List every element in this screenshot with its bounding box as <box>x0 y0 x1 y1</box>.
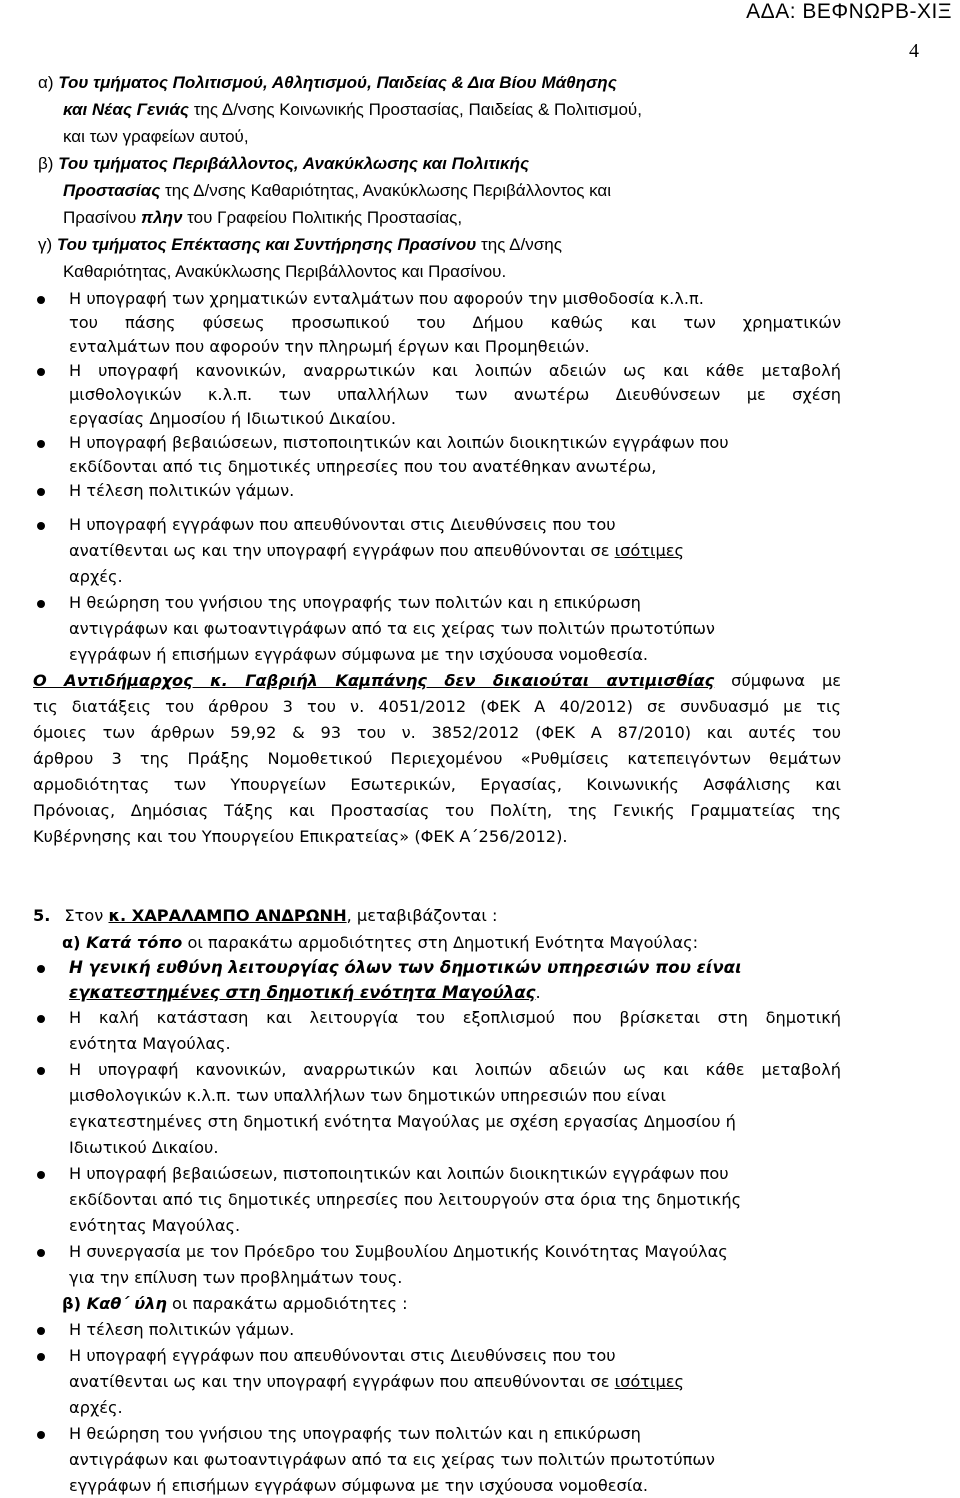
item-b-text: της Δ/νσης Καθαριότητας, Ανακύκλωσης Περιβάλλοντος και <box>160 181 612 200</box>
bullet-icon <box>37 1249 45 1257</box>
bullet2-line3: εργασίας Δημοσίου ή Ιδιωτικού Δικαίου. <box>69 409 396 428</box>
bullet5-line1: Η υπογραφή εγγράφων που απευθύνονται στις Διευθύνσεις που του <box>69 515 616 534</box>
i2-line2: ενότητα Μαγούλας. <box>69 1034 231 1053</box>
j2-line3: αρχές. <box>69 1398 123 1417</box>
i3-line4: Ιδιωτικού Δικαίου. <box>69 1138 219 1157</box>
bullet6-line2: αντιγράφων και φωτοαντιγράφων από τα εις χείρας των πολιτών πρωτοτύπων <box>69 619 715 638</box>
bullet-icon <box>37 965 45 973</box>
item-b-prefix: β) <box>38 154 59 173</box>
deputy-line6: Πρόνοιας, Δημόσιας Τάξης και Προστασίας του Πολίτη, της Γενικής Γραμματείας της <box>33 801 841 820</box>
i5-line1: Η συνεργασία με τον Πρόεδρο του Συμβουλίου Δημοτικής Κοινότητας Μαγούλας <box>69 1242 728 1261</box>
ada-code: ΑΔΑ: ΒΕΦΝΩΡΒ-ΧΙΞ <box>746 0 952 23</box>
item-g-prefix: γ) <box>38 235 57 254</box>
sec5-a-text: οι παρακάτω αρμοδιότητες στη Δημοτική Ενότητα Μαγούλας: <box>182 933 699 952</box>
bullet6-line3: εγγράφων ή επισήμων εγγράφων σύμφωνα με την ισχύουσα νομοθεσία. <box>69 645 649 664</box>
bullet-icon <box>37 488 45 496</box>
section5-number: 5. <box>33 906 51 925</box>
i4-line1: Η υπογραφή βεβαιώσεων, πιστοποιητικών και λοιπών διοικητικών εγγράφων που <box>69 1164 729 1183</box>
i1-line1: Η γενική ευθύνη λειτουργίας όλων των δημοτικών υπηρεσιών που είναι <box>69 958 742 977</box>
item-b-line1 <box>38 154 529 174</box>
bullet-icon <box>37 1171 45 1179</box>
bullet-icon <box>37 1353 45 1361</box>
item-g-line2: Καθαριότητας, Ανακύκλωσης Περιβάλλοντος και Πρασίνου. <box>63 262 507 281</box>
item-b-line3 <box>63 208 462 228</box>
bullet5-underlined: ισότιμες <box>614 541 685 560</box>
item-a-title: Του τμήματος Πολιτισμού, Αθλητισμού, Παιδείας & Δια Βίου Μάθησης <box>58 73 617 92</box>
bullet-icon <box>37 600 45 608</box>
deputy-line4: άρθρου 3 της Πράξης Νομοθετικού Περιεχομένου «Ρυθμίσεις κατεπειγόντων θεμάτων <box>33 749 841 768</box>
item-b-text2: Πρασίνου <box>63 208 142 227</box>
section5-heading <box>33 906 497 926</box>
bullet1-line2: του πάσης φύσεως προσωπικού του Δήμου καθώς και των χρηματικών <box>69 313 841 332</box>
bullet4-line1: Η τέλεση πολιτικών γάμων. <box>69 481 295 500</box>
bullet-icon <box>37 296 45 304</box>
bullet5-line3: αρχές. <box>69 567 123 586</box>
item-g-text: της Δ/νσης <box>476 235 562 254</box>
i4-line2: εκδίδονται από τις δημοτικές υπηρεσίες που λειτουργούν στα όρια της δημοτικής <box>69 1190 742 1209</box>
bullet-icon <box>37 1067 45 1075</box>
bullet-icon <box>37 440 45 448</box>
j2-line2 <box>69 1372 684 1392</box>
bullet-icon <box>37 368 45 376</box>
i5-line2: για την επίλυση των προβλημάτων τους. <box>69 1268 403 1287</box>
bullet5-line2 <box>69 541 684 561</box>
bullet3-line2: εκδίδονται από τις δημοτικές υπηρεσίες που του ανατέθηκαν ανωτέρω, <box>69 457 657 476</box>
deputy-line3: όμοιες των άρθρων 59,92 & 93 του ν. 3852/2012 (ΦΕΚ Α 87/2010) και αυτές του <box>33 723 841 742</box>
i3-line3: εγκατεστημένες στη δημοτική ενότητα Μαγούλας με σχέση εργασίας Δημοσίου ή <box>69 1112 736 1131</box>
bullet1-line1: Η υπογραφή των χρηματικών ενταλμάτων που αφορούν την μισθοδοσία κ.λ.π. <box>69 289 704 308</box>
item-b-text3: του Γραφείου Πολιτικής Προστασίας, <box>182 208 463 227</box>
bullet-icon <box>37 1015 45 1023</box>
i1-line2 <box>69 983 541 1003</box>
bullet3-line1: Η υπογραφή βεβαιώσεων, πιστοποιητικών και λοιπών διοικητικών εγγράφων που <box>69 433 729 452</box>
bullet-icon <box>37 522 45 530</box>
bullet-icon <box>37 1431 45 1439</box>
bullet1-line3: ενταλμάτων που αφορούν την πληρωμή έργων και Προμηθειών. <box>69 337 590 356</box>
bullet5-text: ανατίθενται ως και την υπογραφή εγγράφων που απευθύνονται σε <box>69 541 615 560</box>
item-b-line2 <box>63 181 611 201</box>
sec5-a-title: Κατά τόπο <box>86 933 183 952</box>
sec5-b-title: Καθ΄ ύλη <box>86 1294 167 1313</box>
page-number: 4 <box>909 40 919 62</box>
sec5-b-text: οι παρακάτω αρμοδιότητες : <box>166 1294 408 1313</box>
item-a-line2 <box>63 100 642 120</box>
bullet2-line1: Η υπογραφή κανονικών, αναρρωτικών και λοιπών αδειών ως και κάθε μεταβολή <box>69 361 841 380</box>
bullet6-line1: Η θεώρηση του γνήσιου της υπογραφής των πολιτών και η επικύρωση <box>69 593 641 612</box>
section5-person: κ. ΧΑΡΑΛΑΜΠΟ ΑΝΔΡΩΝΗ <box>108 906 347 925</box>
j2-line1: Η υπογραφή εγγράφων που απευθύνονται στις Διευθύνσεις που του <box>69 1346 616 1365</box>
sec5-b-label: β) <box>62 1294 87 1313</box>
deputy-line1 <box>33 671 841 691</box>
j2-underlined: ισότιμες <box>614 1372 685 1391</box>
i3-line1: Η υπογραφή κανονικών, αναρρωτικών και λοιπών αδειών ως και κάθε μεταβολή <box>69 1060 841 1079</box>
j3-line3: εγγράφων ή επισήμων εγγράφων σύμφωνα με την ισχύουσα νομοθεσία. <box>69 1476 649 1495</box>
deputy-text: σύμφωνα με <box>714 671 841 690</box>
i1-underlined: εγκατεστημένες στη δημοτική ενότητα Μαγούλας <box>69 983 536 1002</box>
item-g-line1 <box>38 235 562 255</box>
item-a-line3: και των γραφείων αυτού, <box>63 127 249 146</box>
item-b-title: Του τμήματος Περιβάλλοντος, Ανακύκλωσης και Πολιτικής <box>58 154 530 173</box>
section5-text2: , μεταβιβάζονται : <box>346 906 498 925</box>
sec5-a-heading <box>62 933 698 953</box>
item-a-prefix: α) <box>38 73 59 92</box>
deputy-line7: Κυβέρνησης και του Υπουργείου Επικρατείας» (ΦΕΚ Α΄256/2012). <box>33 827 568 846</box>
deputy-title: Ο Αντιδήμαρχος κ. Γαβριήλ Καμπάνης δεν δικαιούται αντιμισθίας <box>33 671 715 690</box>
sec5-a-label: α) <box>62 933 87 952</box>
j2-text: ανατίθενται ως και την υπογραφή εγγράφων που απευθύνονται σε <box>69 1372 615 1391</box>
j1-line1: Η τέλεση πολιτικών γάμων. <box>69 1320 295 1339</box>
deputy-line2: τις διατάξεις του άρθρου 3 του ν. 4051/2012 (ΦΕΚ Α 40/2012) σε συνδυασμό με τις <box>33 697 841 716</box>
item-b-title-cont: Προστασίας <box>63 181 161 200</box>
i2-line1: Η καλή κατάσταση και λειτουργία του εξοπλισμού που βρίσκεται στη δημοτική <box>69 1008 841 1027</box>
i4-line3: ενότητας Μαγούλας. <box>69 1216 241 1235</box>
item-a-line1 <box>38 73 617 93</box>
bullet-icon <box>37 1327 45 1335</box>
section5-text: Στον <box>64 906 109 925</box>
item-a-text: της Δ/νσης Κοινωνικής Προστασίας, Παιδείας & Πολιτισμού, <box>188 100 642 119</box>
j3-line2: αντιγράφων και φωτοαντιγράφων από τα εις χείρας των πολιτών πρωτοτύπων <box>69 1450 715 1469</box>
i1-dot: . <box>535 983 541 1002</box>
item-g-title: Του τμήματος Επέκτασης και Συντήρησης Πρασίνου <box>56 235 477 254</box>
sec5-b-heading <box>62 1294 408 1314</box>
deputy-line5: αρμοδιότητας των Υπουργείων Εσωτερικών, Εργασίας, Κοινωνικής Ασφάλισης και <box>33 775 841 794</box>
i3-line2: μισθολογικών κ.λ.π. των υπαλλήλων των δημοτικών υπηρεσιών που είναι <box>69 1086 666 1105</box>
item-a-title-cont: και Νέας Γενιάς <box>63 100 189 119</box>
bullet2-line2: μισθολογικών κ.λ.π. των υπαλλήλων των ανωτέρω Διευθύνσεων με σχέση <box>69 385 841 404</box>
j3-line1: Η θεώρηση του γνήσιου της υπογραφής των πολιτών και η επικύρωση <box>69 1424 641 1443</box>
item-b-except: πλην <box>141 208 183 227</box>
